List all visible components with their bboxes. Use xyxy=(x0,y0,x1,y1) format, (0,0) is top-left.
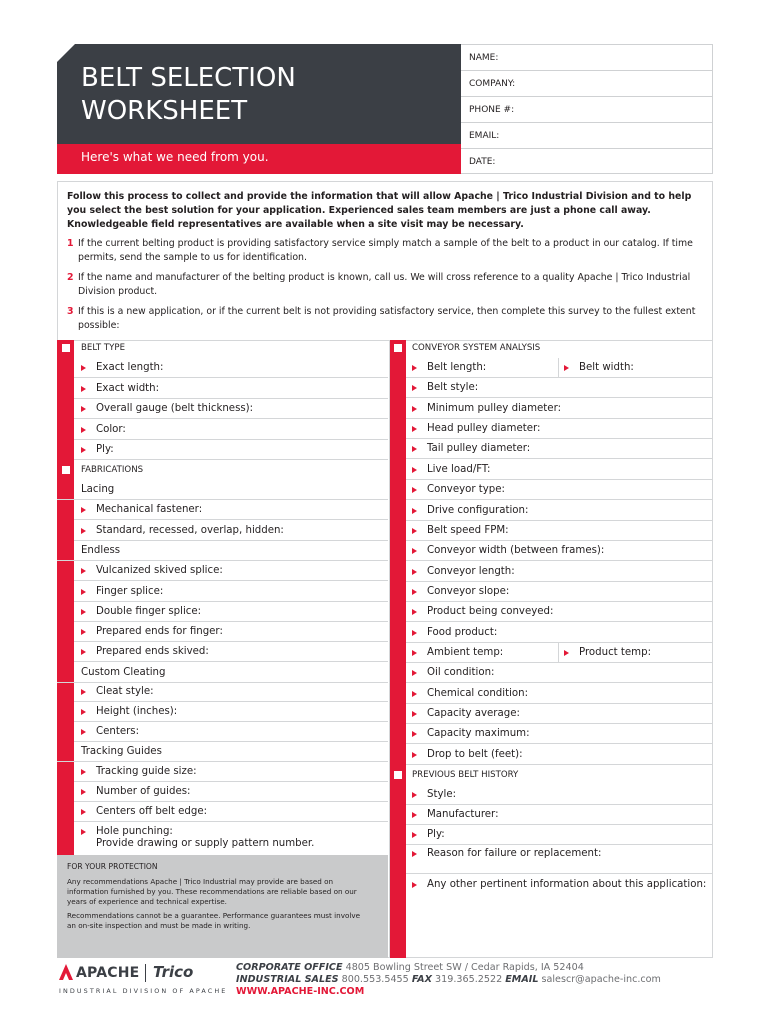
bullet-arrow-icon xyxy=(412,691,417,697)
lacing-subheading xyxy=(57,480,388,500)
logo-apache-text: APACHE xyxy=(76,965,140,981)
field-label: Color: xyxy=(96,423,126,435)
capacity-maximum-row[interactable] xyxy=(406,724,713,744)
bullet-arrow-icon xyxy=(81,589,86,595)
cleat-style-row[interactable] xyxy=(74,682,388,702)
tracking-guide-size-row[interactable] xyxy=(74,762,388,782)
email-address[interactable]: salescr@apache-inc.com xyxy=(541,974,661,985)
conveyor-width-between-frames-row[interactable] xyxy=(406,541,713,561)
field-label: Live load/FT: xyxy=(427,463,491,475)
step-number: 1 xyxy=(67,238,74,249)
field-label: Style: xyxy=(427,789,457,800)
step-3 xyxy=(67,305,707,333)
exact-width-row[interactable] xyxy=(74,379,388,399)
field-label: Centers: xyxy=(96,726,140,738)
bullet-arrow-icon xyxy=(81,709,86,715)
bullet-arrow-icon xyxy=(81,789,86,795)
manufacturer-row[interactable] xyxy=(406,805,713,825)
field-label: Overall gauge (belt thickness): xyxy=(96,403,254,414)
hole-punching-row[interactable] xyxy=(74,822,388,853)
vulcanized-skived-splice-row[interactable] xyxy=(74,561,388,581)
logo-separator xyxy=(145,964,146,982)
tracking-guides-subheading xyxy=(57,742,388,762)
step-number: 2 xyxy=(67,272,74,283)
field-label: Prepared ends skived: xyxy=(96,646,209,658)
belt-type-checkbox[interactable] xyxy=(62,344,70,352)
hole-punching-note: Provide drawing or supply pattern number. xyxy=(96,837,315,849)
centers-row[interactable] xyxy=(74,722,388,742)
field-label: Cleat style: xyxy=(96,686,154,698)
bullet-arrow-icon xyxy=(81,406,86,412)
protection-notice xyxy=(57,855,388,958)
bullet-arrow-icon xyxy=(412,882,417,888)
fabrications-heading: FABRICATIONS xyxy=(81,465,144,475)
bullet-arrow-icon xyxy=(412,487,417,493)
page-subtitle: Here's what we need from you. xyxy=(81,150,269,164)
bullet-arrow-icon xyxy=(412,569,417,575)
fabrications-checkbox[interactable] xyxy=(62,466,70,474)
sales-line xyxy=(236,974,661,986)
logo-division-tagline: INDUSTRIAL DIVISION OF APACHE xyxy=(59,987,228,995)
belt-width-label[interactable]: Belt width: xyxy=(579,362,634,373)
row-split xyxy=(558,643,559,663)
phone-field[interactable]: PHONE #: xyxy=(461,97,712,123)
bullet-arrow-icon xyxy=(81,729,86,735)
sales-label: INDUSTRIAL SALES xyxy=(236,974,339,985)
field-label: Tracking guide size: xyxy=(96,765,197,777)
fax-label: FAX xyxy=(411,974,432,985)
capacity-average-row[interactable] xyxy=(406,704,713,724)
bullet-arrow-icon xyxy=(81,649,86,655)
field-label: Conveyor width (between frames): xyxy=(427,545,605,557)
field-label: Ambient temp: xyxy=(427,646,504,658)
conveyor-slope-row[interactable] xyxy=(406,582,713,602)
color-row[interactable] xyxy=(74,420,388,440)
bullet-arrow-icon xyxy=(81,447,86,453)
food-product-row[interactable] xyxy=(406,623,713,643)
field-label: Drop to belt (feet): xyxy=(427,748,523,760)
email-field[interactable]: EMAIL: xyxy=(461,123,712,149)
subsection-label: Custom Cleating xyxy=(81,666,166,678)
conveyor-analysis-checkbox[interactable] xyxy=(394,344,402,352)
bullet-arrow-icon xyxy=(412,446,417,452)
intro-paragraph: Follow this process to collect and provide the information that will allow Apache | Trico Industrial Division and to help you select the best solution for your application. Experienced sales team members are just a phone call away. Knowledgeable field representatives are available when a site visit may be necessary. xyxy=(67,191,692,230)
product-temp-label[interactable]: Product temp: xyxy=(579,646,652,658)
step-1 xyxy=(67,237,707,265)
bullet-arrow-icon xyxy=(412,711,417,717)
step-2 xyxy=(67,271,707,299)
corporate-office-label: CORPORATE OFFICE xyxy=(236,962,343,973)
bullet-arrow-icon xyxy=(412,851,417,857)
bullet-arrow-icon xyxy=(412,609,417,615)
field-label: Head pulley diameter: xyxy=(427,423,541,435)
belt-style-row[interactable] xyxy=(406,378,713,398)
column-divider xyxy=(389,340,390,958)
step-text: If the current belting product is providing satisfactory service simply match a sample of the belt to a product in our catalog. If time permits, send the sample to us for identification. xyxy=(78,238,693,263)
field-label: Height (inches): xyxy=(96,706,178,718)
height-inches-row[interactable] xyxy=(74,702,388,722)
field-label: Exact width: xyxy=(96,382,160,394)
field-label: Product being conveyed: xyxy=(427,606,554,618)
bullet-arrow-icon xyxy=(412,385,417,391)
field-label: Standard, recessed, overlap, hidden: xyxy=(96,524,284,536)
bullet-arrow-icon xyxy=(412,548,417,554)
corporate-office-line xyxy=(236,962,584,974)
title-line-1: BELT SELECTION xyxy=(81,63,296,93)
bullet-arrow-icon xyxy=(412,365,417,371)
field-label: Vulcanized skived splice: xyxy=(96,565,223,577)
row-split xyxy=(558,358,559,378)
field-label: Any other pertinent information about this application: xyxy=(427,879,707,891)
field-label: Capacity average: xyxy=(427,708,520,719)
subsection-label: Endless xyxy=(81,544,121,556)
conveyor-analysis-heading: CONVEYOR SYSTEM ANALYSIS xyxy=(412,343,541,353)
left-accent-bar xyxy=(57,340,74,855)
bullet-arrow-icon xyxy=(412,508,417,514)
fax-number: 319.365.2522 xyxy=(435,974,503,985)
bullet-arrow-icon xyxy=(412,670,417,676)
field-label: Hole punching: xyxy=(96,825,173,837)
right-accent-bar xyxy=(389,340,406,958)
double-finger-splice-row[interactable] xyxy=(74,602,388,622)
corporate-office-address: 4805 Bowling Street SW / Cedar Rapids, IA 52404 xyxy=(345,962,584,973)
field-label: Conveyor slope: xyxy=(427,585,510,597)
field-label: Reason for failure or replacement: xyxy=(427,848,602,860)
mechanical-fastener-row[interactable] xyxy=(74,500,388,520)
number-of-guides-row[interactable] xyxy=(74,782,388,802)
bullet-arrow-icon xyxy=(412,467,417,473)
ply-row[interactable] xyxy=(406,825,713,845)
field-label: Double finger splice: xyxy=(96,605,202,617)
product-being-conveyed-row[interactable] xyxy=(406,602,713,622)
contact-info-block xyxy=(461,44,713,174)
bullet-arrow-icon xyxy=(81,809,86,815)
title-line-2: WORKSHEET xyxy=(81,96,248,126)
previous-belt-history-checkbox[interactable] xyxy=(394,771,402,779)
page-title xyxy=(81,62,296,128)
field-label: Belt style: xyxy=(427,382,479,394)
sales-phone[interactable]: 800.553.5455 xyxy=(341,974,409,985)
bullet-arrow-icon xyxy=(412,752,417,758)
subsection-label: Tracking Guides xyxy=(81,746,162,758)
live-load-ft-row[interactable] xyxy=(406,460,713,480)
field-label: Finger splice: xyxy=(96,585,164,597)
step-text: If the name and manufacturer of the belting product is known, call us. We will cross reference to a quality Apache | Trico Industrial Division product. xyxy=(78,272,691,297)
standard-recessed-overlap-hidden-row[interactable] xyxy=(74,521,388,541)
endless-subheading xyxy=(57,541,388,561)
prepared-ends-skived-row[interactable] xyxy=(74,642,388,662)
intro-section xyxy=(57,181,713,341)
field-label: Manufacturer: xyxy=(427,808,499,820)
bullet-arrow-icon xyxy=(81,829,86,835)
bullet-arrow-icon xyxy=(81,386,86,392)
bullet-arrow-icon xyxy=(412,812,417,818)
field-label: Belt speed FPM: xyxy=(427,524,509,536)
bullet-arrow-icon xyxy=(412,406,417,412)
protection-paragraph-2: Recommendations cannot be a guarantee. Performance guarantees must involve an on-site inspection and must be made in writing. xyxy=(67,911,361,930)
logo-trico-text: Trico xyxy=(153,963,194,981)
field-label: Ply: xyxy=(96,444,114,455)
field-label: Tail pulley diameter: xyxy=(427,443,531,455)
bullet-arrow-icon xyxy=(81,427,86,433)
bullet-arrow-icon xyxy=(81,568,86,574)
belt-speed-fpm-row[interactable] xyxy=(406,521,713,541)
bullet-arrow-icon xyxy=(81,528,86,534)
ply-row[interactable] xyxy=(74,440,388,460)
field-label: Oil condition: xyxy=(427,667,495,679)
website-line xyxy=(236,986,364,998)
field-label: Centers off belt edge: xyxy=(96,805,208,817)
field-label: Prepared ends for finger: xyxy=(96,626,223,638)
custom-cleating-subheading xyxy=(57,663,388,683)
subsection-label: Lacing xyxy=(81,484,115,495)
ambient-temp-row[interactable] xyxy=(406,643,713,663)
tail-pulley-diameter-row[interactable] xyxy=(406,439,713,459)
drive-configuration-row[interactable] xyxy=(406,501,713,521)
protection-title: FOR YOUR PROTECTION xyxy=(67,862,158,871)
centers-off-belt-edge-row[interactable] xyxy=(74,802,388,822)
apache-logo-icon xyxy=(59,964,73,980)
email-label: EMAIL xyxy=(505,974,539,985)
field-label: Capacity maximum: xyxy=(427,728,530,740)
bullet-arrow-icon xyxy=(412,426,417,432)
bullet-arrow-icon xyxy=(412,832,417,838)
bullet-arrow-icon xyxy=(412,589,417,595)
previous-belt-history-heading: PREVIOUS BELT HISTORY xyxy=(412,770,519,780)
bullet-arrow-icon xyxy=(412,528,417,534)
field-label: Conveyor type: xyxy=(427,484,505,496)
head-pulley-diameter-row[interactable] xyxy=(406,419,713,439)
chemical-condition-row[interactable] xyxy=(406,684,713,704)
field-label: Minimum pulley diameter: xyxy=(427,402,562,414)
field-label: Number of guides: xyxy=(96,785,191,797)
bullet-arrow-icon xyxy=(81,769,86,775)
date-field[interactable]: DATE: xyxy=(461,149,712,174)
style-row[interactable] xyxy=(406,785,713,805)
conveyor-type-row[interactable] xyxy=(406,480,713,500)
bullet-arrow-icon xyxy=(81,609,86,615)
field-label: Exact length: xyxy=(96,362,164,373)
finger-splice-row[interactable] xyxy=(74,582,388,602)
field-label: Drive configuration: xyxy=(427,504,529,516)
bullet-arrow-icon xyxy=(81,507,86,513)
conveyor-length-row[interactable] xyxy=(406,562,713,582)
belt-type-heading: BELT TYPE xyxy=(81,343,126,353)
bullet-arrow-icon xyxy=(81,689,86,695)
prepared-ends-for-finger-row[interactable] xyxy=(74,622,388,642)
bullet-arrow-icon xyxy=(81,365,86,371)
step-number: 3 xyxy=(67,306,74,317)
overall-gauge-belt-thickness-row[interactable] xyxy=(74,399,388,419)
company-field[interactable]: COMPANY: xyxy=(461,71,712,97)
bullet-arrow-icon xyxy=(412,731,417,737)
bullet-arrow-icon xyxy=(412,650,417,656)
field-label: Food product: xyxy=(427,626,498,638)
bullet-arrow-icon xyxy=(412,792,417,798)
field-label: Chemical condition: xyxy=(427,687,529,699)
bullet-arrow-icon xyxy=(81,629,86,635)
belt-length-row[interactable] xyxy=(406,358,713,378)
name-field[interactable]: NAME: xyxy=(461,45,712,71)
minimum-pulley-diameter-row[interactable] xyxy=(406,399,713,419)
field-label: Conveyor length: xyxy=(427,565,515,577)
field-label: Mechanical fastener: xyxy=(96,504,203,516)
step-text: If this is a new application, or if the current belt is not providing satisfactory service, then complete this survey to the fullest extent possible: xyxy=(78,306,696,331)
drop-to-belt-feet-row[interactable] xyxy=(406,745,713,765)
oil-condition-row[interactable] xyxy=(406,663,713,683)
field-label: Belt length: xyxy=(427,362,487,373)
bullet-arrow-icon xyxy=(564,650,569,656)
bullet-arrow-icon xyxy=(412,630,417,636)
exact-length-row[interactable] xyxy=(74,358,388,378)
protection-paragraph-1: Any recommendations Apache | Trico Industrial may provide are based on information furnished by you. These recommendations are reliable based on our years of experience and technical expertise. xyxy=(67,877,357,906)
website-link[interactable]: WWW.APACHE-INC.COM xyxy=(236,986,365,997)
reason-for-failure-or-replacement-row[interactable] xyxy=(406,844,713,874)
other-information-row[interactable] xyxy=(406,875,713,895)
bullet-arrow-icon xyxy=(564,365,569,371)
field-label: Ply: xyxy=(427,828,445,840)
